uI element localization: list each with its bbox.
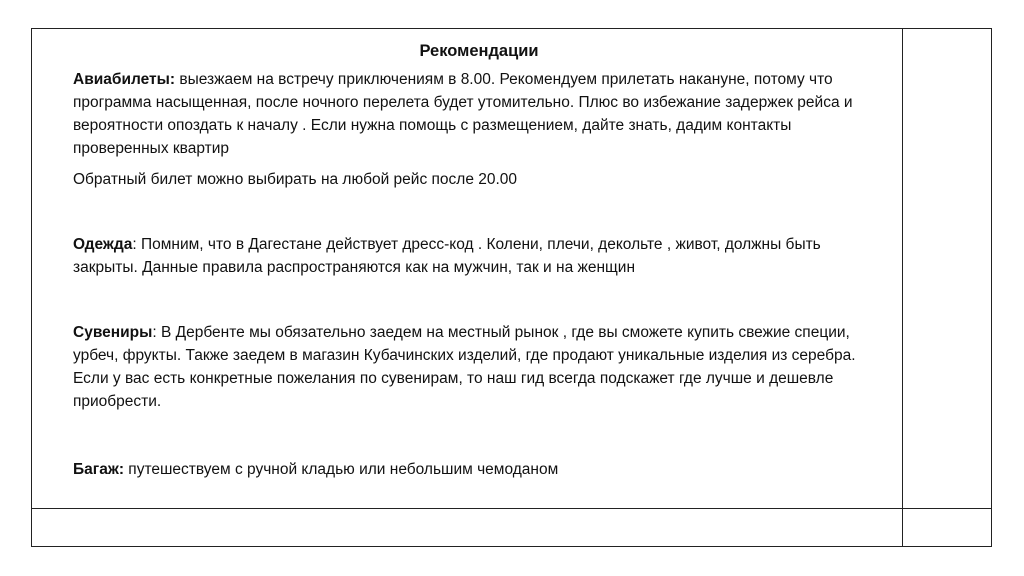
tickets-paragraph bbox=[73, 68, 885, 160]
souvenirs-label: Сувениры bbox=[73, 324, 153, 341]
luggage-label: Багаж: bbox=[73, 461, 124, 478]
clothing-label: Одежда bbox=[73, 236, 133, 253]
tickets-text: выезжаем на встречу приключениям в 8.00. Рекомендуем прилетать накануне, потому что программа насыщенная, после ночного перелета будет утомительно. Плюс во избежание задержек рейса и вероятности опоздать к началу . Если нужна помощь с размещением, дайте знать, дадим контакты проверенных квартир bbox=[73, 71, 853, 157]
clothing-text: : Помним, что в Дагестане действует дресс-код . Колени, плечи, декольте , живот, должны быть закрыты. Данные правила распространяются как на мужчин, так и на женщин bbox=[73, 236, 821, 276]
table-row-divider bbox=[31, 508, 992, 509]
souvenirs-text: : В Дербенте мы обязательно заедем на местный рынок , где вы сможете купить свежие специи, урбеч, фрукты. Также заедем в магазин Кубачинских изделий, где продают уникальные изделия из серебра. Если у вас есть конкретные пожелания по сувенирам, то наш гид всегда подскажет где лучше и дешевле приобрести. bbox=[73, 324, 856, 410]
tickets-label: Авиабилеты: bbox=[73, 71, 176, 88]
page-title: Рекомендации bbox=[419, 42, 539, 60]
recommendations-cell bbox=[73, 40, 885, 481]
clothing-paragraph bbox=[73, 233, 885, 279]
souvenirs-paragraph bbox=[73, 321, 885, 413]
luggage-text: путешествуем с ручной кладью или небольшим чемоданом bbox=[124, 461, 559, 478]
table-column-divider bbox=[902, 28, 903, 547]
luggage-paragraph bbox=[73, 458, 885, 481]
return-ticket-paragraph: Обратный билет можно выбирать на любой рейс после 20.00 bbox=[73, 171, 518, 188]
